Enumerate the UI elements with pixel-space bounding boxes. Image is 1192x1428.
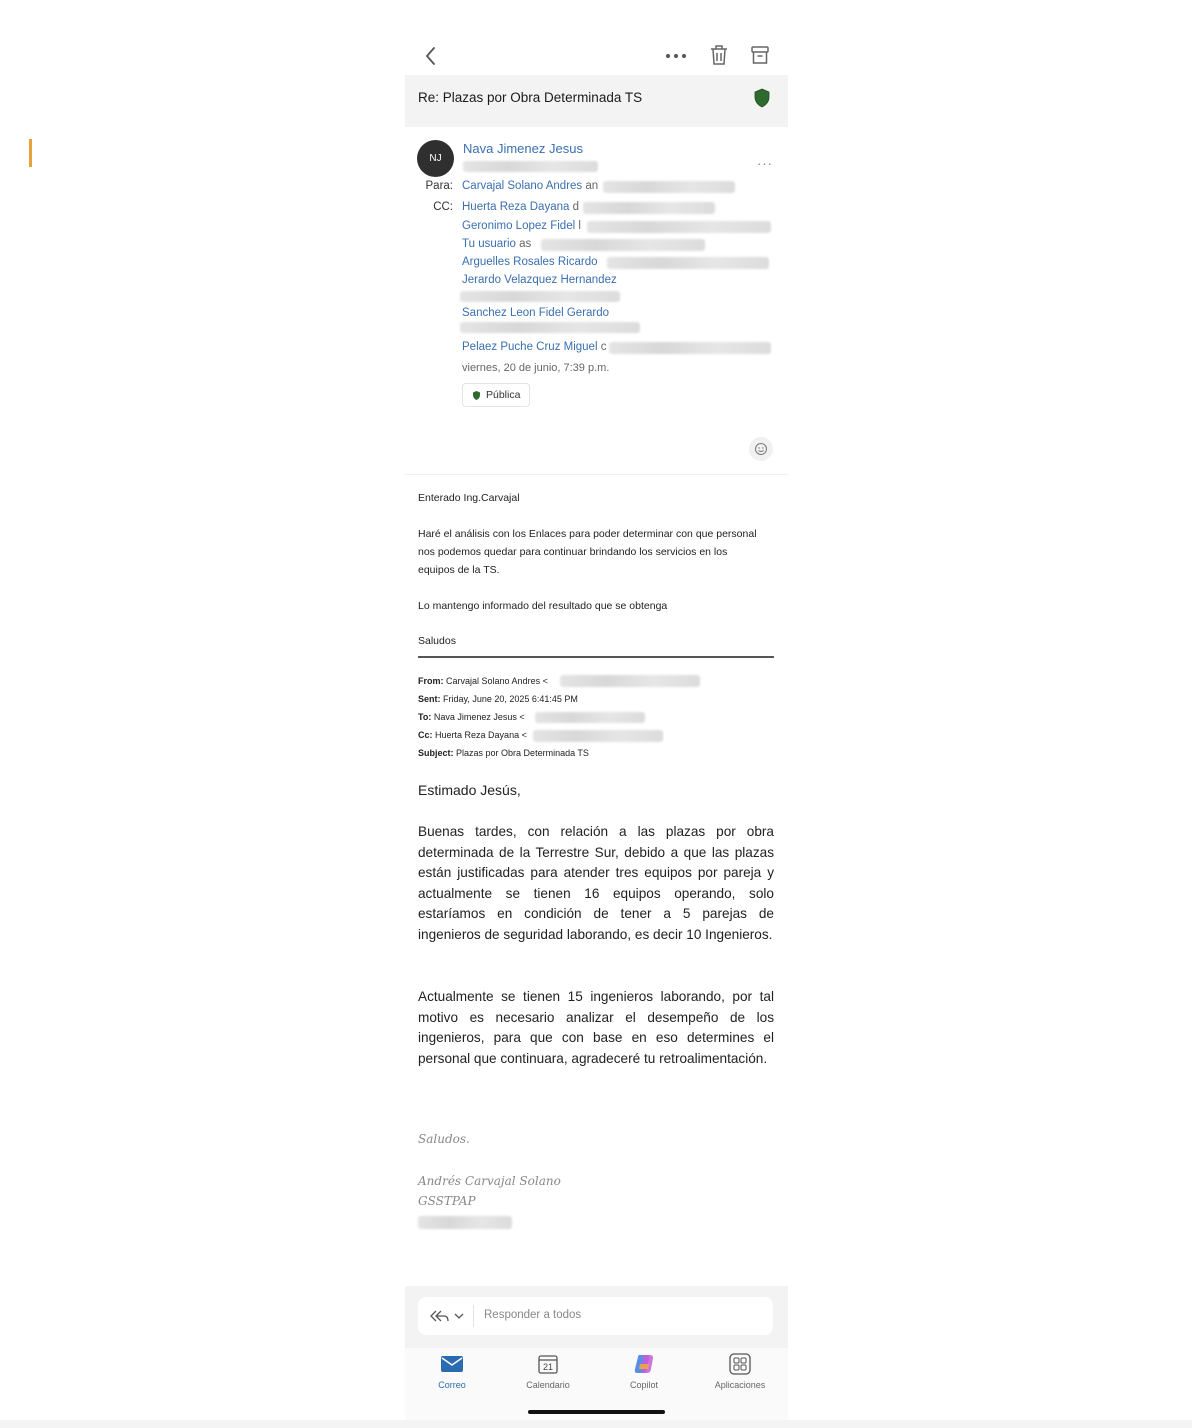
divider xyxy=(405,474,788,475)
recipient-email-start: an xyxy=(585,180,599,192)
sensitivity-badge[interactable] xyxy=(462,383,530,407)
email-redacted xyxy=(535,712,645,723)
meta-value: Friday, June 20, 2025 6:41:45 PM xyxy=(443,694,578,704)
meta-label: To: xyxy=(418,712,432,722)
recipient-name: Huerta Reza Dayana xyxy=(462,201,570,213)
bottom-strip xyxy=(0,1420,1192,1428)
bottom-tab-bar xyxy=(405,1348,788,1428)
quote-separator xyxy=(418,656,774,658)
recipient-cc[interactable] xyxy=(462,220,581,232)
email-redacted xyxy=(583,202,715,214)
recipient-email-start: d xyxy=(572,201,580,213)
recipient-cc[interactable] xyxy=(462,274,617,286)
more-horizontal-icon xyxy=(663,44,689,68)
recipient-cc[interactable] xyxy=(462,256,598,268)
shield-icon xyxy=(472,390,481,401)
email-redacted xyxy=(560,675,700,687)
reply-all-field[interactable] xyxy=(418,1297,773,1335)
subject-bar xyxy=(405,75,788,127)
recipient-email-start: l xyxy=(578,220,581,232)
sensitivity-label: Pública xyxy=(486,389,521,401)
tab-copilot[interactable] xyxy=(604,1352,684,1390)
email-redacted xyxy=(609,342,771,354)
back-button[interactable] xyxy=(419,44,443,68)
sent-date: viernes, 20 de junio, 7:39 p.m. xyxy=(462,362,610,374)
tab-mail[interactable] xyxy=(412,1352,492,1390)
meta-label: Cc: xyxy=(418,730,433,740)
meta-label: Subject: xyxy=(418,748,454,758)
email-redacted xyxy=(607,257,769,269)
copilot-icon xyxy=(632,1352,656,1376)
meta-value: Carvajal Solano Andres < xyxy=(446,676,548,686)
sender-email-redacted xyxy=(463,161,598,172)
tab-label: Calendario xyxy=(526,1380,570,1390)
reply-bar xyxy=(405,1286,788,1348)
recipient-name: Pelaez Puche Cruz Miguel xyxy=(462,341,598,353)
quoted-sent xyxy=(418,694,578,704)
signature-name: Andrés Carvajal Solano xyxy=(418,1174,561,1188)
delete-button[interactable] xyxy=(708,43,730,67)
tab-calendar[interactable] xyxy=(508,1352,588,1390)
recipient-cc[interactable] xyxy=(462,341,606,353)
recipient-name: Sanchez Leon Fidel Gerardo xyxy=(462,307,610,319)
signature-redacted xyxy=(418,1216,512,1229)
original-paragraph: Actualmente se tienen 15 ingenieros laborando, por tal motivo es necesario analizar el desempeño de los ingenieros, para que con base en eso determines el personal que continuara, agradeceré tu retroalimentación. xyxy=(418,989,774,1066)
recipient-name: Arguelles Rosales Ricardo xyxy=(462,256,598,268)
email-redacted xyxy=(533,730,663,742)
more-options-button[interactable] xyxy=(663,44,689,68)
chevron-left-icon xyxy=(419,44,443,68)
meta-value: Nava Jimenez Jesus < xyxy=(433,712,525,722)
avatar[interactable]: NJ xyxy=(417,140,454,177)
message-more-icon[interactable]: ··· xyxy=(757,156,773,171)
recipient-cc[interactable] xyxy=(462,307,609,319)
reply-paragraph: Haré el análisis con los Enlaces para poder determinar con que personal nos podemos quedar para continuar brindando los servicios en los equipos de la TS. xyxy=(418,528,757,576)
calendar-day: 21 xyxy=(542,1362,553,1372)
tab-apps[interactable] xyxy=(700,1352,780,1390)
original-greeting: Estimado Jesús, xyxy=(418,782,521,798)
apps-grid-icon xyxy=(728,1352,752,1376)
tab-label: Aplicaciones xyxy=(714,1380,766,1390)
email-screen xyxy=(405,0,788,1428)
email-redacted xyxy=(603,181,735,193)
recipient-name: Jerardo Velazquez Hernandez xyxy=(462,274,617,286)
recipient-email-start: as xyxy=(519,238,532,250)
reply-signoff: Saludos xyxy=(418,635,456,647)
recipient-to[interactable] xyxy=(462,180,598,192)
email-redacted xyxy=(460,291,620,302)
email-redacted xyxy=(460,322,640,333)
reply-line: Enterado Ing.Carvajal xyxy=(418,492,520,504)
calendar-icon xyxy=(536,1352,560,1376)
archive-button[interactable] xyxy=(749,43,771,67)
recipient-cc[interactable] xyxy=(462,201,579,213)
reply-all-dropdown[interactable] xyxy=(428,1307,466,1325)
quoted-from xyxy=(418,676,548,686)
archive-icon xyxy=(749,43,771,67)
top-toolbar xyxy=(405,38,788,74)
recipient-cc[interactable] xyxy=(462,238,531,250)
meta-value: Plazas por Obra Determinada TS xyxy=(456,748,589,758)
tab-label: Copilot xyxy=(629,1380,658,1390)
recipient-name: Geronimo Lopez Fidel xyxy=(462,220,576,232)
signature-salute: Saludos. xyxy=(418,1132,470,1146)
shield-icon[interactable] xyxy=(753,88,771,108)
email-redacted xyxy=(541,239,705,251)
email-redacted xyxy=(587,221,771,233)
smiley-icon xyxy=(754,442,768,456)
recipient-name: Carvajal Solano Andres xyxy=(462,180,583,192)
meta-label: From: xyxy=(418,676,444,686)
meta-value: Huerta Reza Dayana < xyxy=(435,730,527,740)
text-cursor-marker xyxy=(29,139,32,167)
reaction-button[interactable] xyxy=(749,437,773,461)
home-indicator[interactable] xyxy=(528,1410,665,1414)
signature-dept: GSSTPAP xyxy=(418,1194,476,1208)
reply-all-icon xyxy=(428,1307,466,1325)
to-label: Para: xyxy=(425,180,453,192)
quoted-cc xyxy=(418,730,527,740)
quoted-to xyxy=(418,712,525,722)
mail-icon xyxy=(440,1352,464,1376)
sender-name[interactable]: Nava Jimenez Jesus xyxy=(463,141,583,156)
email-subject: Re: Plazas por Obra Determinada TS xyxy=(418,90,643,105)
trash-icon xyxy=(708,43,730,67)
quoted-subject xyxy=(418,748,589,758)
original-paragraph: Buenas tardes, con relación a las plazas por obra determinada de la Terrestre Sur, debido a que las plazas están justificadas para atender tres equipos por pareja y actualmente se tienen 16 equipos operando, solo estaríamos en condición de tener a 5 parejas de ingenieros de seguridad laborando, es decir 10 Ingenieros. xyxy=(418,824,774,942)
reply-placeholder: Responder a todos xyxy=(484,1309,582,1321)
reply-line: Lo mantengo informado del resultado que se obtenga xyxy=(418,600,668,612)
meta-label: Sent: xyxy=(418,694,441,704)
recipient-name: Tu usuario xyxy=(462,238,516,250)
divider xyxy=(473,1305,474,1327)
recipient-email-start: c xyxy=(600,341,607,353)
cc-label: CC: xyxy=(433,201,453,213)
tab-label: Correo xyxy=(438,1380,466,1390)
